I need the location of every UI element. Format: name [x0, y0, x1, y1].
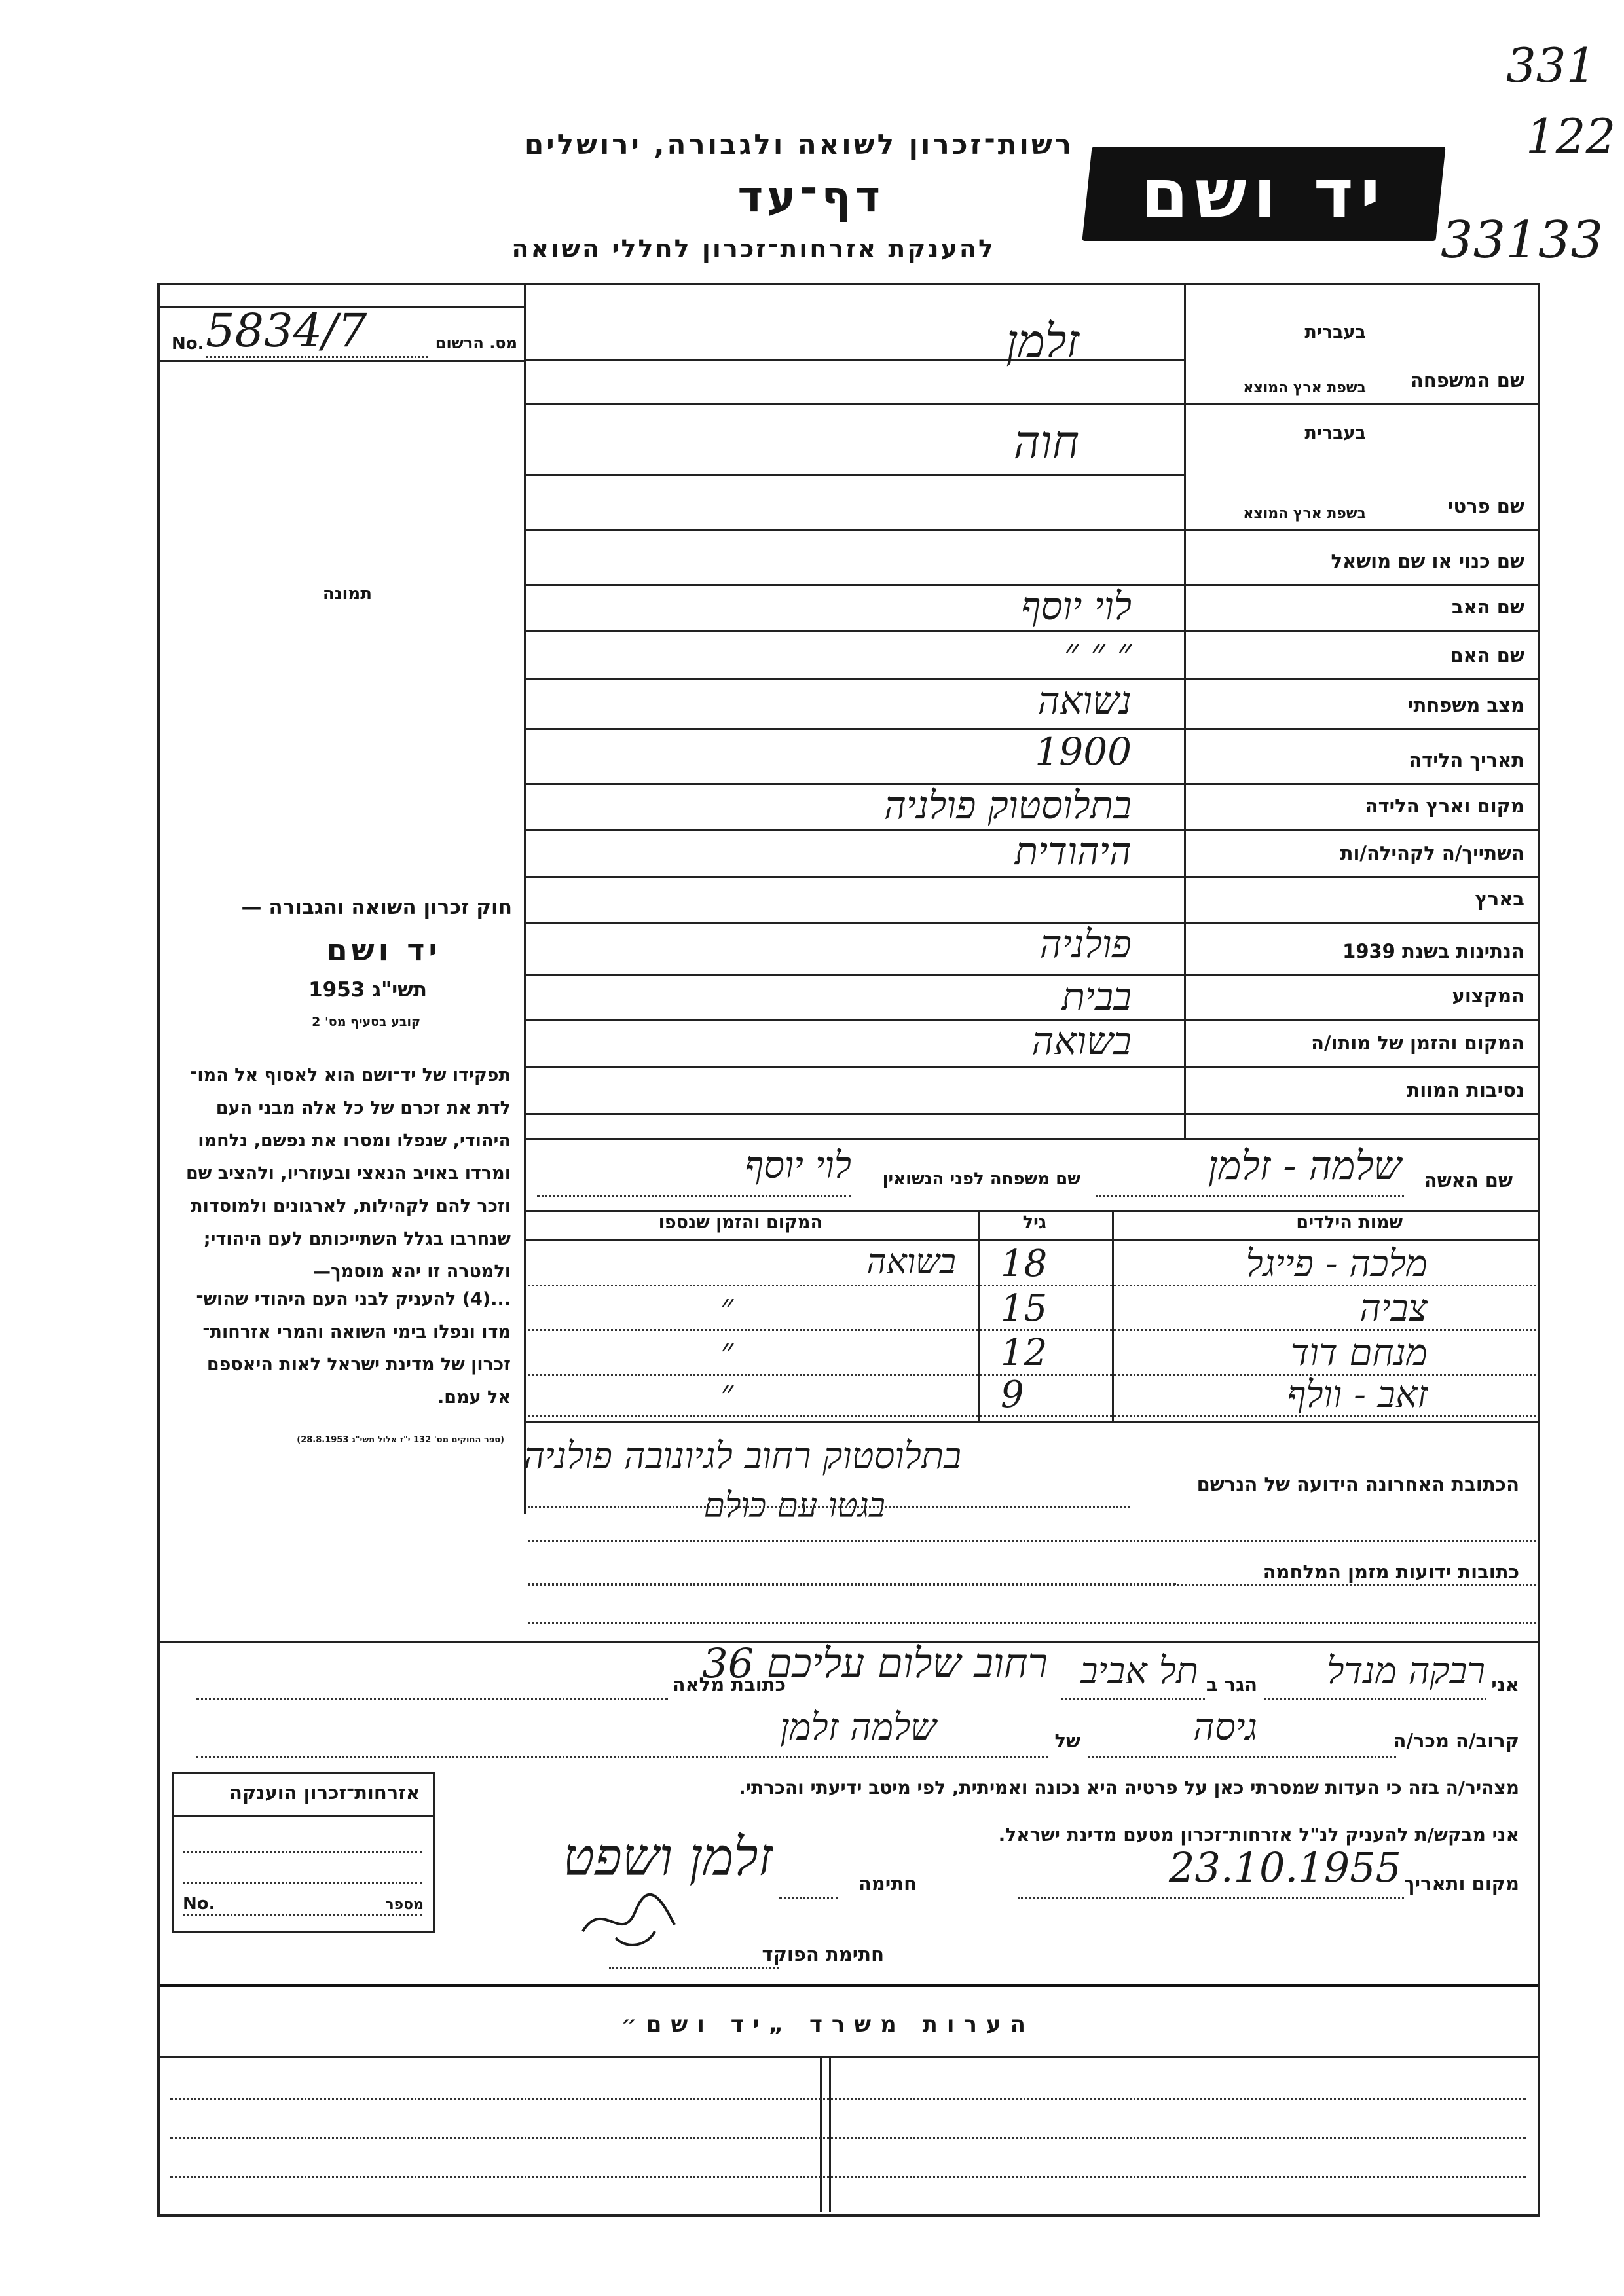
place-date-label: מקום ותאריך	[1403, 1872, 1519, 1895]
field-row	[524, 630, 1538, 680]
field-row	[524, 584, 1538, 632]
last-address-line-2: בגטו עם כולם	[703, 1486, 885, 1525]
children-names-header: שמות הילדים	[1296, 1212, 1403, 1233]
form-subtitle: להענקת אזרחות־זכרון לחללי השואה	[511, 234, 995, 263]
declaration-date: 23.10.1955	[1169, 1844, 1401, 1891]
field-label: המקצוע	[1452, 985, 1524, 1007]
law-paragraph-1: תפקידו של יד־ושם הוא לאסוף אל המו־ לדת את זכרם של כל אלה מבני העם היהודי, שנפלו ומסרו את נפשם, נלחמו ומרדו באויב הנאצי ובעוזריו, ולהציב שם וזכר להם לקהילות, לארגונים ולמוסדות שנחרבו בגלל השתייכותם לעם היהודי; ולמטרה זו יהא מוסמך—	[185, 1065, 511, 1282]
registration-number: 5834/7	[206, 304, 367, 357]
field-row-divider	[524, 474, 1184, 476]
resident-label: הגר ב	[1206, 1673, 1257, 1696]
field-row	[524, 302, 1538, 405]
child-death-place: ״	[720, 1374, 733, 1413]
field-label: שם האב	[1451, 596, 1524, 618]
authority-title: רשות־זכרון לשואה ולגבורה, ירושלים	[524, 128, 1074, 160]
declarant-address: רחוב שלום עליכם 36	[702, 1639, 1048, 1687]
field-label: שם המשפחה	[1410, 369, 1524, 392]
declarant-signature: זלמן ושפט	[563, 1827, 773, 1887]
child-age: 18	[1001, 1243, 1048, 1285]
child-age: 12	[1001, 1332, 1048, 1374]
field-label: שם פרטי	[1447, 495, 1524, 517]
children-age-header: גיל	[1022, 1212, 1046, 1233]
field-row-divider	[524, 359, 1184, 361]
declarant-ani: אני	[1491, 1673, 1519, 1696]
field-label: השתייך/ה לקהילה/ות	[1340, 842, 1524, 864]
field-label: שם כנוי או שם מושאל	[1331, 550, 1524, 572]
field-row	[524, 728, 1538, 785]
officer-signature-label: חתימת הפוקד	[762, 1943, 884, 1965]
photo-label: תמונה	[322, 584, 372, 604]
law-title: חוק זכרון השואה והגבורה —	[241, 896, 512, 919]
war-address-label: כתובות ידועות מזמן המלחמה	[1263, 1561, 1519, 1583]
child-row-line	[528, 1329, 1536, 1331]
declaration-text: מצהיר/ה בזה כי העדות שמסרתי כאן על פרטיה היא נכונה ואמיתית, לפי מיטב ידיעתי והכרתי.	[739, 1777, 1519, 1798]
field-value: 1900	[1035, 729, 1132, 774]
registration-label: מס. הרשום	[435, 334, 517, 352]
field-row	[524, 829, 1538, 878]
child-death-place: בשואה	[866, 1243, 956, 1282]
field-sublabel-hebrew: בעברית	[1304, 322, 1366, 342]
field-value: ״ ״ ״	[1064, 630, 1132, 674]
registration-number-row	[160, 304, 524, 359]
registration-no-label: No.	[172, 334, 204, 354]
child-row-line	[528, 1285, 1536, 1286]
child-name: מנחם דוד	[1290, 1332, 1428, 1374]
full-address-label: כתובת מלאה	[672, 1673, 786, 1696]
field-label: נסיבות המוות	[1407, 1079, 1524, 1101]
request-text: אני מבקש/ת להעניק לנ"ל אזרחות־זכרון מטעם מדינת ישראל.	[998, 1824, 1519, 1846]
wife-name: שלמה - זלמן	[1208, 1143, 1401, 1189]
law-reference: (ספר החוקים מס' 132 י"ז אלול תשי"ג 28.8.1953)	[297, 1435, 504, 1445]
law-year: תשי"ג 1953	[308, 978, 427, 1002]
field-value: חוה	[1013, 415, 1079, 469]
maiden-name-label: שם משפחה לפני הנשואין	[882, 1169, 1080, 1189]
law-name: יד ושם	[326, 932, 441, 968]
wife-label: שם האשה	[1424, 1169, 1513, 1192]
child-death-place: ״	[720, 1332, 733, 1371]
archive-number-1: 331	[1506, 38, 1596, 93]
field-value: בתלוסטוק פולניה	[883, 783, 1132, 828]
field-row	[524, 403, 1538, 531]
archive-number-3: 33133	[1441, 211, 1604, 270]
relative-label: קרוב/ה מכר/ה	[1393, 1730, 1519, 1752]
field-sublabel-local: בשפת ארץ המוצא	[1243, 380, 1366, 396]
children-place-header: המקום והזמן שנספו	[658, 1212, 822, 1233]
field-label: מקום וארץ הלידה	[1365, 795, 1524, 817]
archive-number-2: 122	[1526, 109, 1616, 164]
field-row	[524, 529, 1538, 586]
logo-text: יד ושם	[1141, 154, 1387, 234]
child-death-place: ״	[720, 1287, 733, 1326]
field-sublabel-local: בשפת ארץ המוצא	[1243, 505, 1366, 522]
field-row	[524, 1066, 1538, 1115]
form-title: דף־עד	[737, 172, 884, 222]
field-label: הנתינות בשנת 1939	[1342, 940, 1524, 962]
field-label: בארץ	[1475, 888, 1524, 910]
last-address: בתלוסטוק רחוב לגיונובה פולניה	[523, 1435, 961, 1478]
field-row	[524, 876, 1538, 924]
field-value: פולניה	[1039, 922, 1132, 966]
field-value: זלמן	[1006, 314, 1079, 368]
declarant-name: רבקה מנדל	[1327, 1650, 1485, 1692]
field-row	[524, 783, 1538, 831]
declarant-city: תל אביב	[1080, 1650, 1198, 1692]
field-value: נשואה	[1037, 678, 1132, 723]
child-age: 15	[1001, 1287, 1048, 1330]
child-name: מלכה - פייגל	[1246, 1243, 1428, 1285]
last-address-label: הכתובת האחרונה הידועה של הנרשם	[1196, 1473, 1519, 1495]
relation-value: גיסה	[1193, 1706, 1257, 1749]
field-label: המקום והזמן של מותו/ה	[1311, 1032, 1524, 1054]
child-row-line	[528, 1415, 1536, 1417]
citizenship-box-title: אזרחות־זכרון הוענקה	[229, 1781, 420, 1804]
field-row	[524, 974, 1538, 1021]
of-name: שלמה זלמן	[780, 1706, 936, 1749]
field-value: בשואה	[1031, 1019, 1132, 1063]
field-value: לוי יוסף	[1021, 584, 1132, 629]
law-clause: קובע בסעיף מס' 2	[312, 1015, 420, 1029]
field-value: היהודית	[1014, 829, 1132, 873]
citizenship-box	[172, 1772, 435, 1933]
child-name: צביה	[1359, 1287, 1428, 1330]
of-label: של	[1054, 1730, 1080, 1752]
child-name: זאב - וולף	[1287, 1374, 1428, 1416]
field-row	[524, 1019, 1538, 1068]
field-label: תאריך הלידה	[1409, 749, 1524, 771]
yad-vashem-logo	[1082, 147, 1445, 241]
officer-signature-scribble	[576, 1886, 681, 1958]
maiden-name: לוי יוסף	[745, 1144, 851, 1187]
citizenship-no-label: No.	[183, 1894, 215, 1914]
field-sublabel-hebrew: בעברית	[1304, 423, 1366, 443]
field-row	[524, 922, 1538, 976]
field-row	[524, 678, 1538, 730]
law-paragraph-2: ...(4) להעניק לבני העם היהודי שהוש־ מדו ונפלו בימי השואה והמרי אזרחות־ זכרון של מדינת ישראל לאות היאספם אל עמם.	[196, 1289, 511, 1408]
citizenship-number-label: מספר	[385, 1897, 424, 1913]
child-age: 9	[1001, 1374, 1024, 1416]
field-label: מצב משפחתי	[1407, 694, 1524, 716]
field-value: בבית	[1061, 974, 1132, 1019]
signature-label: חתימה	[858, 1872, 917, 1895]
office-notes-title: הערות משרד „יד ושם״	[621, 2011, 1035, 2037]
field-label: שם האם	[1450, 644, 1524, 666]
